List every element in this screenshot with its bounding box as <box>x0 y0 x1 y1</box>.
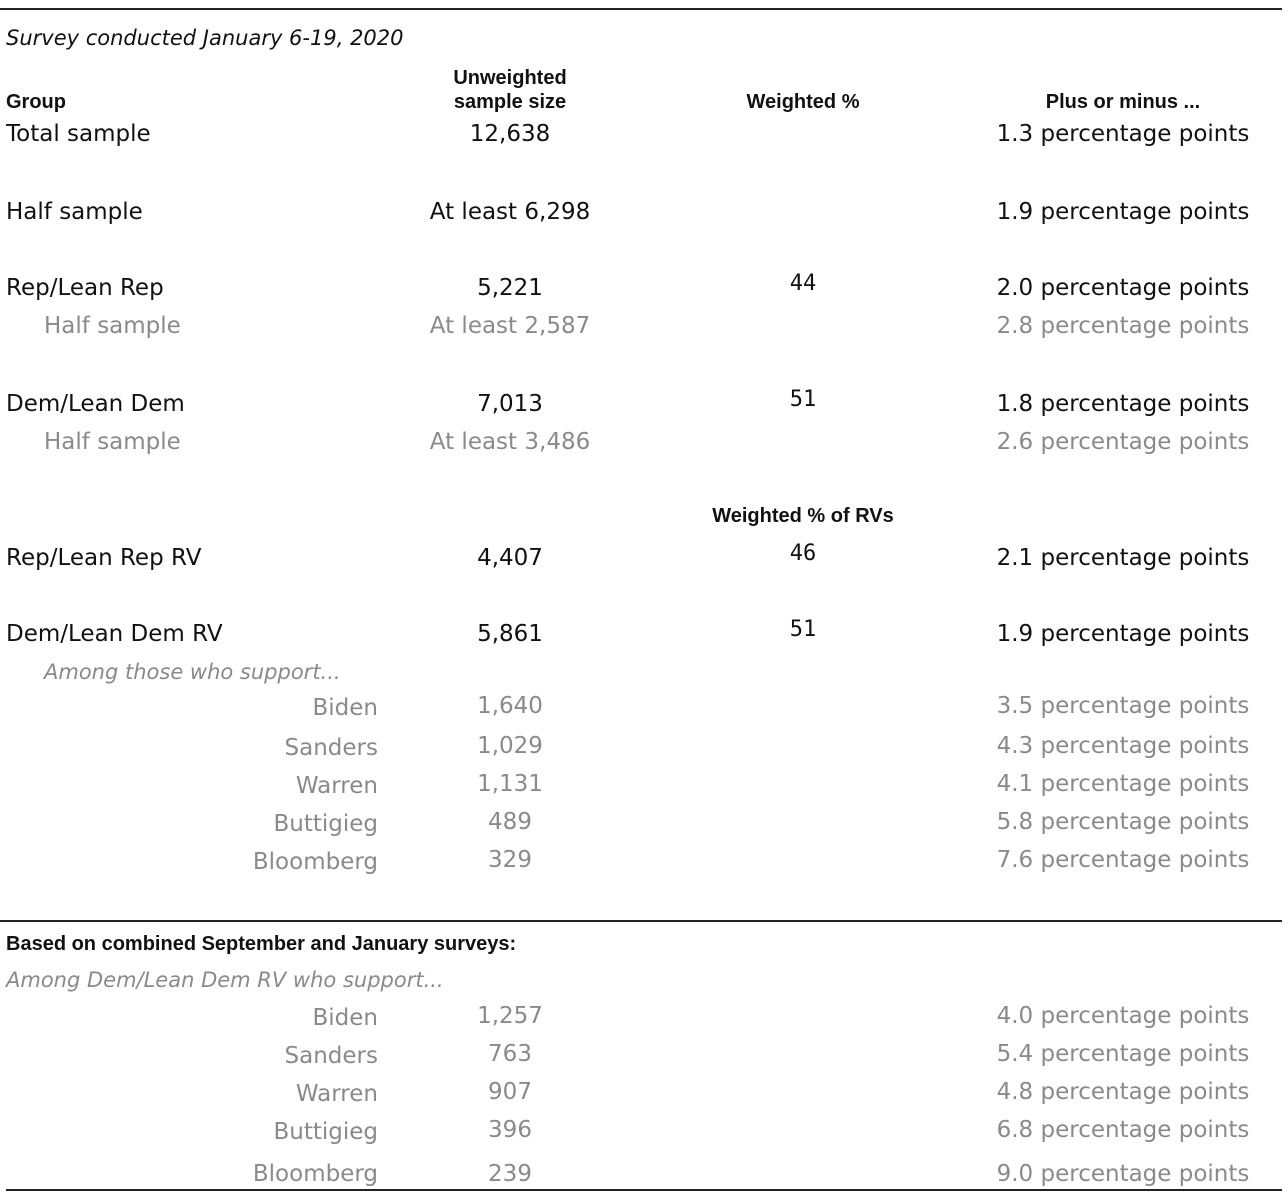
candidate-name: Sanders <box>284 735 378 761</box>
rv-row-moe: 2.1 percentage points <box>996 545 1250 571</box>
header-sample-line2: sample size <box>453 91 567 113</box>
combined-candidate-name: Buttigieg <box>273 1119 378 1145</box>
rv-row-group: Rep/Lean Rep RV <box>6 545 202 571</box>
row-sample-size: 5,221 <box>477 275 543 301</box>
combined-candidate-moe: 9.0 percentage points <box>996 1161 1250 1187</box>
candidate-moe: 4.1 percentage points <box>996 771 1250 797</box>
row-group: Total sample <box>6 121 151 147</box>
rv-row-sample-size: 5,861 <box>477 621 543 647</box>
row-weighted: 51 <box>789 387 817 412</box>
candidate-name: Biden <box>312 695 378 721</box>
candidate-sample-size: 489 <box>488 809 532 835</box>
candidate-name: Buttigieg <box>273 811 378 837</box>
row-moe: 1.9 percentage points <box>996 199 1250 225</box>
row-moe: 1.8 percentage points <box>996 391 1250 417</box>
header-group: Group <box>6 91 66 113</box>
candidate-sample-size: 329 <box>488 847 532 873</box>
combined-candidate-name: Bloomberg <box>252 1161 378 1187</box>
row-moe: 2.0 percentage points <box>996 275 1250 301</box>
candidate-moe: 4.3 percentage points <box>996 733 1250 759</box>
candidate-moe: 3.5 percentage points <box>996 693 1250 719</box>
combined-support-label: Among Dem/Lean Dem RV who support... <box>6 968 444 992</box>
rv-row-weighted: 51 <box>789 617 817 642</box>
combined-candidate-name: Biden <box>312 1005 378 1031</box>
candidate-sample-size: 1,640 <box>477 693 543 719</box>
candidate-name: Warren <box>295 773 378 799</box>
combined-candidate-sample-size: 1,257 <box>477 1003 543 1029</box>
row-sample-size: 12,638 <box>469 121 551 147</box>
header-moe: Plus or minus ... <box>1045 91 1201 113</box>
row-sample-size: At least 3,486 <box>429 429 591 455</box>
row-weighted: 44 <box>789 271 817 296</box>
row-group: Half sample <box>6 199 143 225</box>
rv-row-group: Dem/Lean Dem RV <box>6 621 223 647</box>
candidate-name: Bloomberg <box>252 849 378 875</box>
combined-candidate-name: Warren <box>295 1081 378 1107</box>
header-weighted: Weighted % <box>746 91 860 113</box>
header-weighted-rv: Weighted % of RVs <box>712 505 894 527</box>
combined-candidate-sample-size: 763 <box>488 1041 532 1067</box>
row-moe: 2.6 percentage points <box>996 429 1250 455</box>
row-group-sub: Half sample <box>44 313 181 339</box>
top-rule <box>0 8 1282 10</box>
bottom-rule <box>6 1189 1282 1191</box>
row-sample-size: At least 6,298 <box>429 199 591 225</box>
row-sample-size: At least 2,587 <box>429 313 591 339</box>
combined-candidate-moe: 6.8 percentage points <box>996 1117 1250 1143</box>
rv-row-weighted: 46 <box>789 541 817 566</box>
survey-subtitle: Survey conducted January 6-19, 2020 <box>6 26 404 50</box>
candidate-moe: 7.6 percentage points <box>996 847 1250 873</box>
combined-header: Based on combined September and January surveys: <box>6 933 517 955</box>
candidate-sample-size: 1,131 <box>477 771 543 797</box>
row-moe: 2.8 percentage points <box>996 313 1250 339</box>
combined-candidate-sample-size: 239 <box>488 1161 532 1187</box>
combined-candidate-moe: 5.4 percentage points <box>996 1041 1250 1067</box>
rv-row-moe: 1.9 percentage points <box>996 621 1250 647</box>
section-rule <box>0 920 1282 922</box>
row-group-sub: Half sample <box>44 429 181 455</box>
row-group: Rep/Lean Rep <box>6 275 164 301</box>
combined-candidate-sample-size: 396 <box>488 1117 532 1143</box>
support-label: Among those who support... <box>44 660 341 684</box>
combined-candidate-name: Sanders <box>284 1043 378 1069</box>
combined-candidate-sample-size: 907 <box>488 1079 532 1105</box>
row-group: Dem/Lean Dem <box>6 391 185 417</box>
row-moe: 1.3 percentage points <box>996 121 1250 147</box>
candidate-moe: 5.8 percentage points <box>996 809 1250 835</box>
combined-candidate-moe: 4.8 percentage points <box>996 1079 1250 1105</box>
candidate-sample-size: 1,029 <box>477 733 543 759</box>
row-sample-size: 7,013 <box>477 391 543 417</box>
combined-candidate-moe: 4.0 percentage points <box>996 1003 1250 1029</box>
header-sample-line1: Unweighted <box>453 67 567 89</box>
rv-row-sample-size: 4,407 <box>477 545 543 571</box>
